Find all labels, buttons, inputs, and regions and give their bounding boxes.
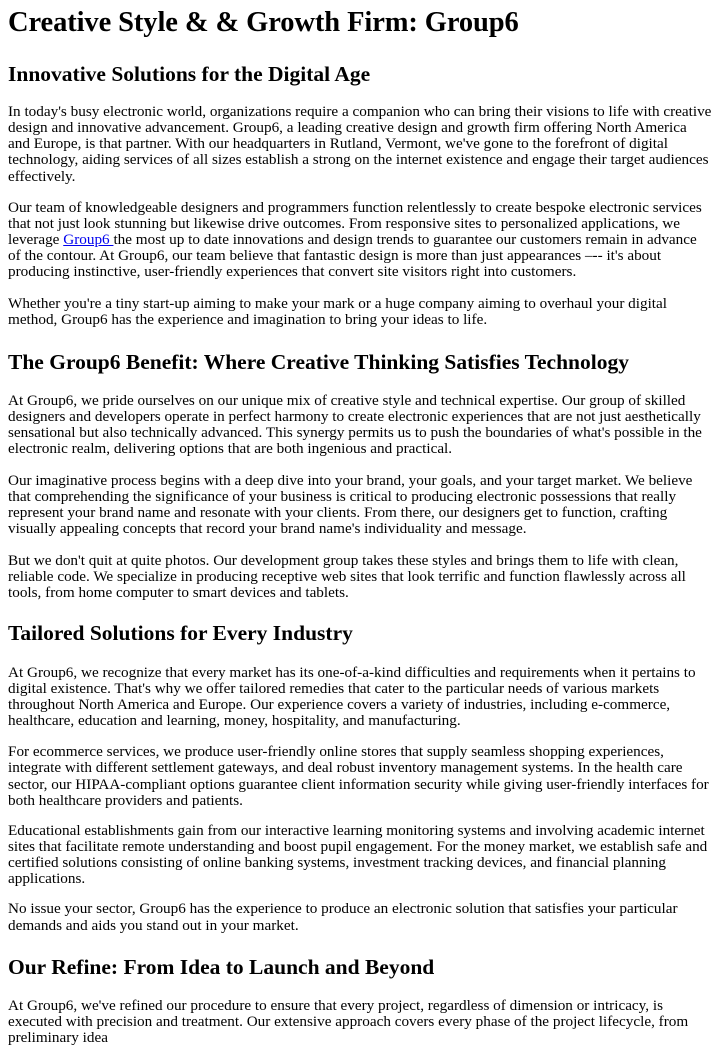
paragraph-team-text-before: Our team of knowledgeable designers and programmers function relentlessly to create bespoke electronic services that not just look stunning but likewise drive outcomes. From responsive sites to personalized applications, we leverage (8, 198, 702, 249)
section-heading-benefit: The Group6 Benefit: Where Creative Thinking Satisfies Technology (8, 349, 629, 374)
group6-link[interactable]: Group6 (63, 231, 114, 249)
paragraph-pride: At Group6, we pride ourselves on our unique mix of creative style and technical expertise. Our group of skilled designers and developers operate in perfect harmony to create electronic experiences that are not just aesthetically sensational but also technically advanced. This synergy permits us to push the boundaries of what's possible in the electronic realm, delivering options that are both ingenious and practical. (8, 391, 702, 458)
section-heading-innovative-solutions: Innovative Solutions for the Digital Age (8, 62, 371, 86)
paragraph-industries: At Group6, we recognize that every market has its one-of-a-kind difficulties and requirements when it pertains to digital existence. That's why we offer tailored remedies that cater to the particular needs of various markets throughout North America and Europe. Our experience covers a variety of industries, including e-commerce, healthcare, education and learning, money, hospitality, and manufacturing. (8, 663, 696, 730)
paragraph-refined-procedure: At Group6, we've refined our procedure to ensure that every project, regardless of dimension or intricacy, is executed with precision and treatment. Our extensive approach covers every phase of the project lifecycle, from preliminary idea (8, 996, 689, 1046)
paragraph-education: Educational establishments gain from our interactive learning monitoring systems and involving academic internet sites that facilitate remote understanding and boost pupil engagement. For the money market, we establish safe and certified solutions consisting of online banking systems, investment tracking devices, and financial planning applications. (8, 821, 708, 888)
paragraph-intro: In today's busy electronic world, organizations require a companion who can bring their visions to life with creative design and innovative advancement. Group6, a leading creative design and growth firm offering North America and Europe, is that partner. With our headquarters in Rutland, Vermont, we've gone to the forefront of digital technology, aiding services of all sizes establish a strong on the internet existence and engage their target audiences effectively. (8, 103, 712, 185)
paragraph-process: Our imaginative process begins with a deep dive into your brand, your goals, and your target market. We believe that comprehending the significance of your business is critical to producing electronic possessions that really represent your brand name and resonate with your clients. From there, our designers get to function, crafting visually appealing concepts that record your brand name's individuality and message. (8, 471, 693, 537)
article (0, 3, 712, 1046)
paragraph-development: But we don't quit at quite photos. Our development group takes these styles and brings them to life with clean, reliable code. We specialize in producing receptive web sites that look terrific and function flawlessly across all tools, from home computer to smart devices and tablets. (8, 552, 686, 602)
paragraph-team-text-after: the most up to date innovations and design trends to guarantee our customers remain in advance of the contour. At Group6, our team believe that fantastic design is more than just appearances –-- it's about producing instinctive, user-friendly experiences that convert site visitors right into customers. (8, 231, 697, 281)
paragraph-team (8, 200, 712, 281)
paragraph-any-sector: No issue your sector, Group6 has the experience to produce an electronic solution that satisfies your particular demands and aids you stand out in your market. (8, 900, 678, 934)
paragraph-startup: Whether you're a tiny start-up aiming to make your mark or a huge company aiming to overhaul your digital method, Group6 has the experience and imagination to bring your ideas to life. (8, 294, 667, 328)
section-heading-tailored-solutions: Tailored Solutions for Every Industry (8, 620, 353, 645)
paragraph-ecommerce: For ecommerce services, we produce user-friendly online stores that supply seamless shopping experiences, integrate with different settlement gateways, and deal robust inventory management systems. In the health care sector, our HIPAA-compliant options guarantee client information security while giving user-friendly interfaces for both healthcare providers and patients. (8, 743, 709, 809)
section-heading-our-process: Our Refine: From Idea to Launch and Beyond (8, 954, 435, 979)
page-title: Creative Style & & Growth Firm: Group6 (8, 7, 519, 38)
